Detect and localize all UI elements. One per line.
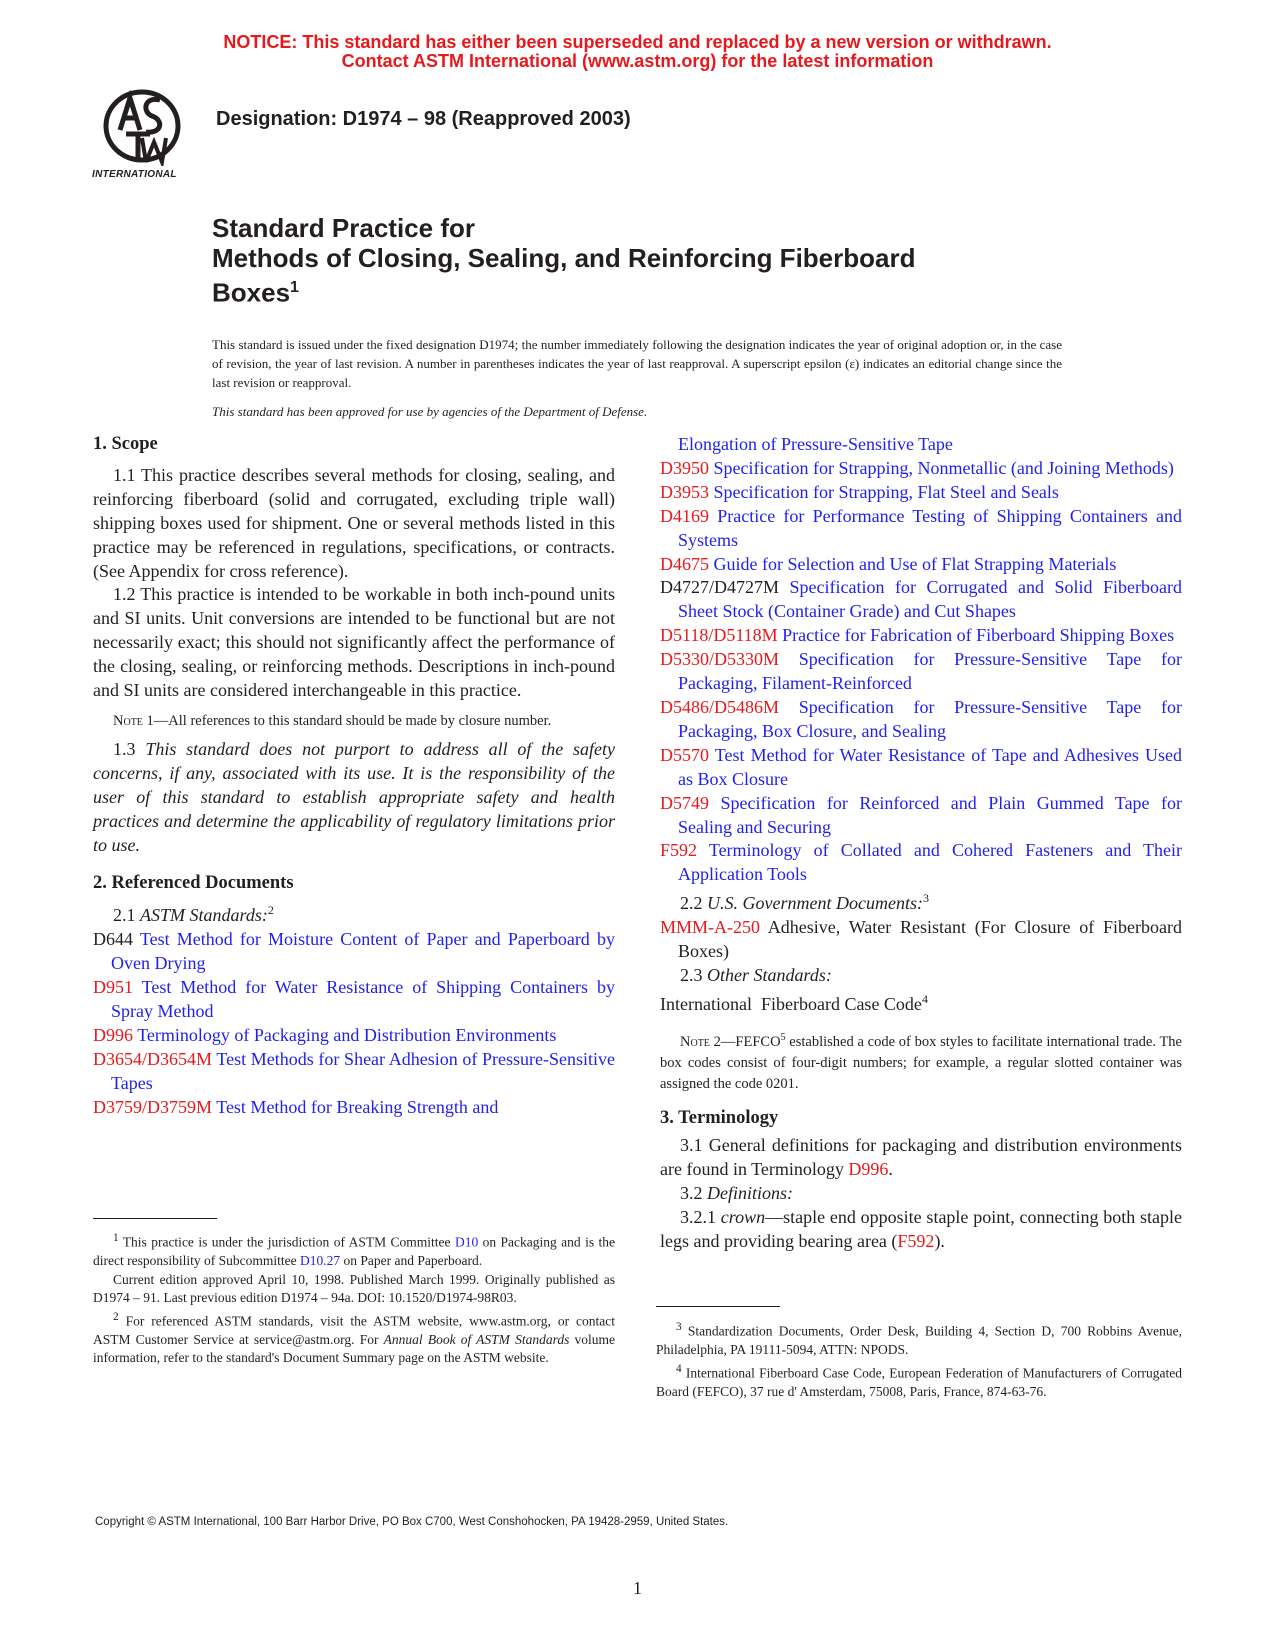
ref-item-d4169	[660, 505, 1182, 553]
ref-code-d5570[interactable]: D5570	[660, 744, 709, 765]
footnote-link-d10-27[interactable]: D10.27	[299, 1253, 341, 1268]
ref-item-d4727: D4727/D4727M Specification for Corrugated and Solid Fiberboard Sheet Stock (Container Grade) and Cut Shapes	[660, 577, 1182, 622]
astm-logo-icon	[92, 86, 192, 166]
paragraph-1-3: 1.3 This standard does not purport to address all of the safety concerns, if any, associated with its use. It is the responsibility of the user of this standard to establish appropriate safety and health practices and determine the applicability of regulatory limitations prior to use.	[93, 738, 616, 855]
ref-code-d4675[interactable]: D4675	[660, 553, 709, 574]
footnote-1: $^1$ This practice is under the jurisdiction of ASTM Committee D10 on Packaging and is the direct responsibility of Subcommittee D10.27 on Paper and Paperboard.	[93, 1232, 615, 1268]
paragraph-2-2: 2.2 U.S. Government Documents:$^3$	[680, 891, 929, 914]
ref-link-d3759-cont[interactable]: Elongation of Pressure-Sensitive Tape	[678, 434, 953, 454]
note-2: Note 2—FEFCO$^5$ established a code of box styles to facilitate international trade. The box codes consist of four-digit numbers; for example, a regular slotted container was assigned the code 0201.	[660, 1031, 1182, 1092]
ref-code-d3953[interactable]: D3953	[660, 481, 709, 502]
footnote-rule-left	[93, 1218, 217, 1219]
issuance-statement: This standard is issued under the fixed designation D1974; the number immediately following the designation indicates the year of original adoption or, in the case of revision, the year of last revision. A number in parentheses indicates the year of last reapproval. A superscript epsilon (ε) indicates an editorial change since the last revision or reapproval.	[212, 337, 1062, 390]
footnotes-left	[93, 1229, 615, 1368]
designation: Designation: D1974 – 98 (Reapproved 2003)	[216, 108, 631, 130]
paragraph-3-2-1: 3.2.1 crown—staple end opposite staple point, connecting both staple legs and providing bearing area (F592).	[660, 1207, 1182, 1252]
right-column	[660, 433, 1182, 1254]
document-title	[212, 213, 1072, 308]
dod-approval-statement: This standard has been approved for use by agencies of the Department of Defense.	[212, 404, 648, 419]
astm-logo	[92, 86, 192, 178]
ref-link-d5570[interactable]: Test Method for Water Resistance of Tape and Adhesives Used as Box Closure	[678, 744, 1182, 789]
title-line-3: Boxes$^1$	[212, 277, 299, 308]
title-line-2: Methods of Closing, Sealing, and Reinforcing Fiberboard	[212, 243, 916, 273]
ref-link-d4675[interactable]: Guide for Selection and Use of Flat Strapping Materials	[713, 553, 1117, 574]
logo-label: INTERNATIONAL	[92, 169, 177, 180]
paragraph-1-1: 1.1 This practice describes several methods for closing, sealing, and reinforcing fiberboard (solid and corrugated, excluding triple wall) shipping boxes used for shipment. One or several methods listed in this practice may be referenced in regulations, specifications, or contracts. (See Appendix for cross reference).	[93, 464, 615, 581]
ref-link-d996[interactable]: Terminology of Packaging and Distribution Environments	[137, 1024, 557, 1045]
ref-item-mmm-a-250: MMM-A-250 Adhesive, Water Resistant (For Closure of Fiberboard Boxes)	[660, 917, 1182, 962]
ref-item-d644: D644 Test Method for Moisture Content of Paper and Paperboard by Oven Drying	[93, 929, 615, 974]
ref-item-d951	[93, 976, 615, 1024]
notice-banner	[0, 33, 1275, 71]
ref-link-d3950[interactable]: Specification for Strapping, Nonmetallic (and Joining Methods)	[713, 457, 1174, 478]
ref-item-intl-case-code: International Fiberboard Case Code$^4$	[660, 991, 928, 1014]
ref-item-d3759	[93, 1096, 615, 1120]
ref-item-d3953	[660, 481, 1182, 505]
ref-link-d5118[interactable]: Practice for Fabrication of Fiberboard Shipping Boxes	[782, 625, 1175, 646]
ref-code-f592[interactable]: F592	[660, 840, 698, 861]
footnote-link-d10[interactable]: D10	[454, 1234, 479, 1250]
ref-link-d4727[interactable]: Specification for Corrugated and Solid Fiberboard Sheet Stock (Container Grade) and Cut Shapes	[678, 577, 1182, 622]
term-link-f592[interactable]: F592	[897, 1231, 935, 1252]
ref-code-d3654[interactable]: D3654/D3654M	[93, 1048, 213, 1069]
footnote-rule-right	[656, 1306, 780, 1307]
copyright-notice: Copyright © ASTM International, 100 Barr Harbor Drive, PO Box C700, West Conshohocken, PA 19428-2959, United States.	[95, 1516, 729, 1528]
ref-link-d3953[interactable]: Specification for Strapping, Flat Steel and Seals	[713, 481, 1059, 502]
ref-code-d951[interactable]: D951	[93, 977, 133, 998]
ref-link-d951[interactable]: Test Method for Water Resistance of Shipping Containers by Spray Method	[111, 977, 615, 1022]
ref-item-d996	[93, 1024, 615, 1048]
ref-item-f592	[660, 839, 1182, 887]
ref-item-d4675	[660, 553, 1182, 577]
ref-continuation-d3759	[660, 433, 1182, 457]
paragraph-3-1: 3.1 General definitions for packaging and distribution environments are found in Terminology D996.	[660, 1135, 1182, 1180]
ref-code-mmm-a-250[interactable]: MMM-A-250	[660, 917, 761, 938]
ref-link-d644[interactable]: Test Method for Moisture Content of Paper and Paperboard by Oven Drying	[111, 929, 615, 974]
footnote-1-edition: Current edition approved April 10, 1998. Published March 1999. Originally published as D1974 – 91. Last previous edition D1974 – 94a. DOI: 10.1520/D1974-98R03.	[93, 1271, 615, 1305]
ref-code-d5118[interactable]: D5118/D5118M	[660, 625, 778, 646]
ref-link-d3654[interactable]: Test Methods for Shear Adhesion of Pressure-Sensitive Tapes	[111, 1048, 615, 1093]
section-heading-referenced-documents: 2. Referenced Documents	[93, 872, 294, 893]
paragraph-2-1: 2.1 ASTM Standards:$^2$	[113, 903, 274, 926]
page-number: 1	[633, 1578, 642, 1598]
notice-line-2: Contact ASTM International (www.astm.org) for the latest information	[341, 51, 934, 71]
ref-code-d3950[interactable]: D3950	[660, 457, 709, 478]
footnote-2: $^2$ For referenced ASTM standards, visit the ASTM website, www.astm.org, or contact ASTM Customer Service at service@astm.org. For Annual Book of ASTM Standards volume information, refer to the standard's Document Summary page on the ASTM website.	[93, 1310, 616, 1365]
notice-line-1: NOTICE: This standard has either been superseded and replaced by a new version or withdrawn.	[223, 32, 1052, 52]
ref-item-d3950	[660, 457, 1182, 481]
ref-link-d5330[interactable]: Specification for Pressure-Sensitive Tape for Packaging, Filament-Reinforced	[678, 649, 1182, 694]
section-heading-scope: 1. Scope	[93, 434, 158, 454]
ref-code-d5486[interactable]: D5486/D5486M	[660, 696, 780, 717]
ref-item-d5749	[660, 792, 1182, 840]
paragraph-1-2: 1.2 This practice is intended to be workable in both inch-pound units and SI units. Unit conversions are intended to be functional but are not necessarily exact; this should not significantly affect the performance of the closing, sealing, or reinforcing methods. Descriptions in inch-pound and SI units are considered interchangeable in this practice.	[93, 584, 615, 701]
ref-item-d5486	[660, 696, 1182, 744]
section-heading-terminology: 3. Terminology	[660, 1107, 779, 1128]
ref-link-d3759[interactable]: Test Method for Breaking Strength and	[216, 1096, 499, 1117]
ref-code-d5330[interactable]: D5330/D5330M	[660, 649, 780, 670]
paragraph-2-3: 2.3 Other Standards:	[680, 964, 832, 985]
ref-link-d4169[interactable]: Practice for Performance Testing of Shipping Containers and Systems	[678, 505, 1183, 550]
footnote-4: $^4$ International Fiberboard Case Code, European Federation of Manufacturers of Corrugated Board (FEFCO), 37 rue d' Amsterdam, 75008, Paris, France, 874-63-76.	[656, 1362, 1182, 1399]
ref-link-d5486[interactable]: Specification for Pressure-Sensitive Tape for Packaging, Box Closure, and Sealing	[678, 696, 1182, 741]
term-link-d996[interactable]: D996	[848, 1159, 889, 1180]
ref-code-d996[interactable]: D996	[93, 1024, 133, 1045]
ref-item-d5330	[660, 648, 1182, 696]
ref-item-d5570	[660, 744, 1182, 792]
title-line-1: Standard Practice for	[212, 213, 475, 243]
ref-link-d5749[interactable]: Specification for Reinforced and Plain Gummed Tape for Sealing and Securing	[678, 792, 1183, 837]
left-column	[93, 433, 615, 1120]
note-1: Note 1—All references to this standard should be made by closure number.	[113, 712, 552, 729]
paragraph-3-2: 3.2 Definitions:	[680, 1183, 793, 1204]
ref-code-d3759[interactable]: D3759/D3759M	[93, 1096, 213, 1117]
ref-item-d3654	[93, 1048, 615, 1096]
footnotes-right	[656, 1318, 1182, 1401]
ref-item-d5118	[660, 624, 1182, 648]
ref-link-f592[interactable]: Terminology of Collated and Cohered Fasteners and Their Application Tools	[678, 840, 1182, 885]
footnote-3: $^3$ Standardization Documents, Order Desk, Building 4, Section D, 700 Robbins Avenue, Philadelphia, PA 19111-5094, ATTN: NPODS.	[656, 1321, 1182, 1357]
ref-code-d5749[interactable]: D5749	[660, 792, 709, 813]
ref-code-d4169[interactable]: D4169	[660, 505, 709, 526]
